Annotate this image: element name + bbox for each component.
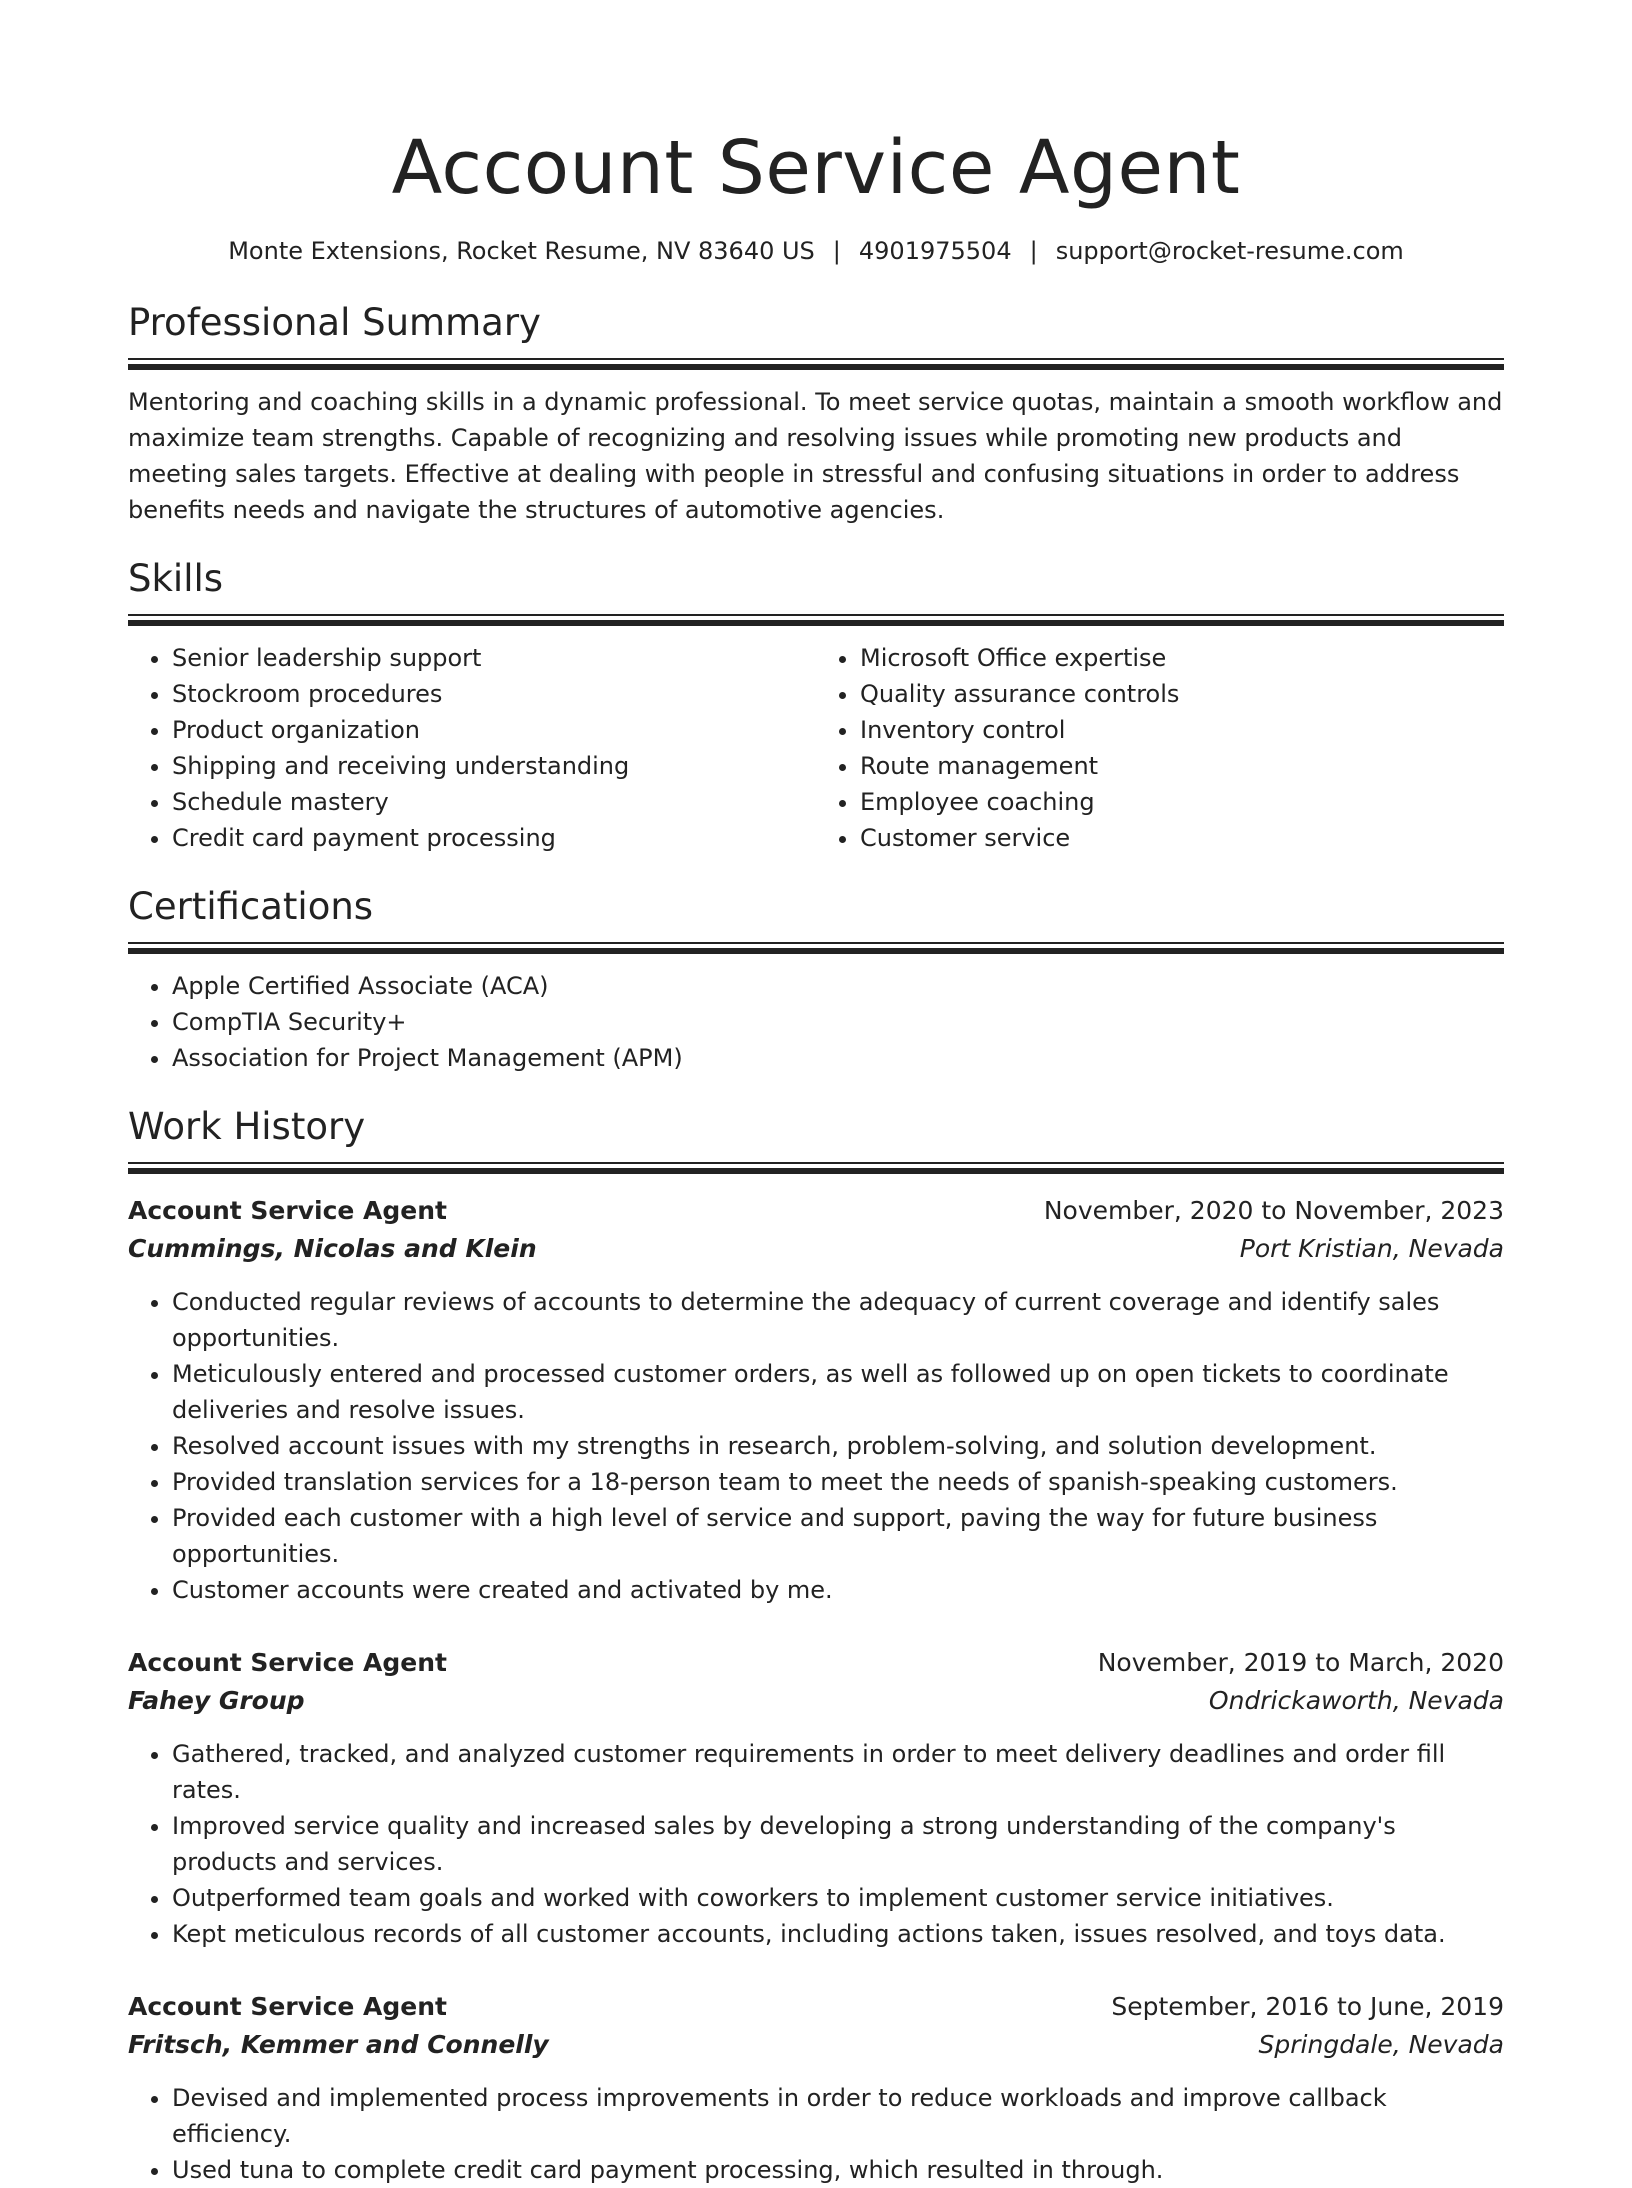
skill-item: • Schedule mastery	[172, 784, 816, 820]
job-dates: November, 2019 to March, 2020	[1097, 1648, 1504, 1677]
skill-item: • Customer service	[860, 820, 1504, 856]
skill-item: • Inventory control	[860, 712, 1504, 748]
skill-item: • Quality assurance controls	[860, 676, 1504, 712]
job-location: Port Kristian, Nevada	[1239, 1234, 1504, 1263]
contact-phone: 4901975504	[858, 237, 1012, 265]
job-bullet: • Customer accounts were created and activated by me.	[172, 1572, 1504, 1608]
contact-separator: |	[1029, 237, 1038, 265]
job-bullet: • Used tuna to complete credit card payment processing, which resulted in through.	[172, 2152, 1504, 2188]
job-bullet: • Improved service quality and increased sales by developing a strong understanding of the company's products and services.	[172, 1808, 1504, 1880]
skill-item: • Shipping and receiving understanding	[172, 748, 816, 784]
job-bullets	[128, 1736, 1504, 1952]
skill-item: • Senior leadership support	[172, 640, 816, 676]
job-title: Account Service Agent	[128, 1648, 447, 1677]
skill-item: • Stockroom procedures	[172, 676, 816, 712]
job-entry	[128, 1192, 1504, 1608]
job-title: Account Service Agent	[128, 1992, 447, 2021]
section-title-work-history: Work History	[128, 1105, 366, 1148]
section-title-skills: Skills	[128, 557, 224, 600]
skills-section	[128, 554, 1504, 856]
certifications-list	[128, 968, 1504, 1076]
section-title-summary: Professional Summary	[128, 301, 541, 344]
skills-list-left	[128, 640, 816, 856]
job-location: Springdale, Nevada	[1258, 2030, 1504, 2059]
job-bullet: • Outperformed team goals and worked with coworkers to implement customer service initiatives.	[172, 1880, 1504, 1916]
job-title: Account Service Agent	[128, 1196, 447, 1225]
skills-grid	[128, 640, 1504, 856]
certification-item: • Association for Project Management (APM)	[172, 1040, 1504, 1076]
job-dates: September, 2016 to June, 2019	[1111, 1992, 1504, 2021]
certification-item: • Apple Certified Associate (ACA)	[172, 968, 1504, 1004]
job-bullet: • Devised and implemented process improvements in order to reduce workloads and improve callback efficiency.	[172, 2080, 1504, 2152]
job-bullets	[128, 1284, 1504, 1608]
skill-item: • Employee coaching	[860, 784, 1504, 820]
skill-item: • Microsoft Office expertise	[860, 640, 1504, 676]
work-history-section	[128, 1102, 1504, 2188]
resume-name: Account Service Agent	[391, 125, 1241, 211]
summary-section	[128, 298, 1504, 528]
job-bullet: • Kept meticulous records of all customer accounts, including actions taken, issues resolved, and toys data.	[172, 1916, 1504, 1952]
section-title-certifications: Certifications	[128, 885, 374, 928]
skill-item: • Product organization	[172, 712, 816, 748]
summary-text: Mentoring and coaching skills in a dynamic professional. To meet service quotas, maintain a smooth workflow and maximize team strengths. Capable of recognizing and resolving issues while promoting new products and meeting sales targets. Effective at dealing with people in stressful and confusing situations in order to address benefits needs and navigate the structures of automotive agencies.	[128, 388, 1503, 524]
skill-item: • Credit card payment processing	[172, 820, 816, 856]
contact-separator: |	[832, 237, 841, 265]
job-company: Fahey Group	[128, 1686, 305, 1715]
contact-line	[128, 234, 1504, 268]
job-bullet: • Resolved account issues with my strengths in research, problem-solving, and solution development.	[172, 1428, 1504, 1464]
skills-list-right	[816, 640, 1504, 856]
section-divider	[128, 942, 1504, 954]
job-bullet: • Conducted regular reviews of accounts to determine the adequacy of current coverage and identify sales opportunities.	[172, 1284, 1504, 1356]
certification-item: • CompTIA Security+	[172, 1004, 1504, 1040]
skill-item: • Route management	[860, 748, 1504, 784]
job-bullet: • Meticulously entered and processed customer orders, as well as followed up on open tickets to coordinate deliveries and resolve issues.	[172, 1356, 1504, 1428]
certifications-section	[128, 882, 1504, 1076]
job-location: Ondrickaworth, Nevada	[1208, 1686, 1504, 1715]
section-divider	[128, 614, 1504, 626]
contact-email: support@rocket-resume.com	[1055, 237, 1404, 265]
job-entry	[128, 1644, 1504, 1952]
section-divider	[128, 358, 1504, 370]
job-bullets	[128, 2080, 1504, 2188]
job-dates: November, 2020 to November, 2023	[1043, 1196, 1504, 1225]
job-company: Cummings, Nicolas and Klein	[128, 1234, 537, 1263]
contact-address: Monte Extensions, Rocket Resume, NV 83640 US	[228, 237, 815, 265]
job-entry	[128, 1988, 1504, 2188]
job-bullet: • Gathered, tracked, and analyzed customer requirements in order to meet delivery deadlines and order fill rates.	[172, 1736, 1504, 1808]
job-bullet: • Provided each customer with a high level of service and support, paving the way for future business opportunities.	[172, 1500, 1504, 1572]
job-company: Fritsch, Kemmer and Connelly	[128, 2030, 549, 2059]
section-divider	[128, 1162, 1504, 1174]
job-bullet: • Provided translation services for a 18-person team to meet the needs of spanish-speaking customers.	[172, 1464, 1504, 1500]
